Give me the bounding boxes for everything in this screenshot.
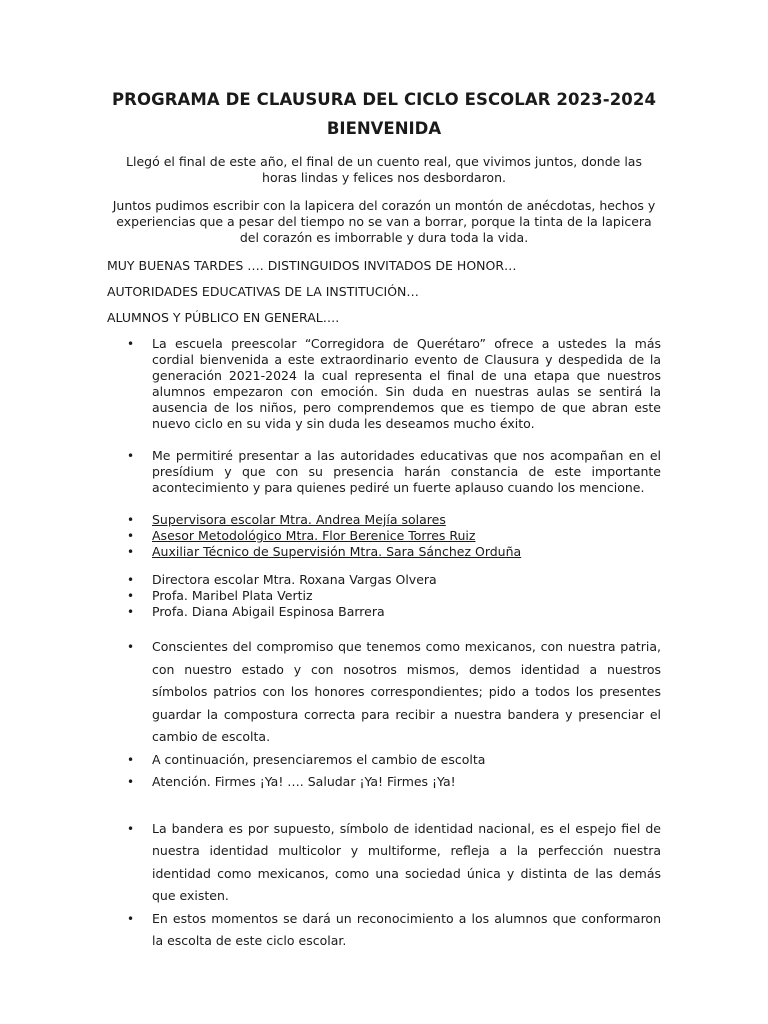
greeting-line: ALUMNOS Y PÚBLICO EN GENERAL….: [107, 310, 340, 325]
list-item: • Profa. Diana Abigail Espinosa Barrera: [107, 604, 661, 620]
staff-list: [107, 572, 661, 620]
list-item: [107, 528, 661, 544]
list-item: • Me permitiré presentar a las autoridades educativas que nos acompañan en el presídium y que con su presencia harán constancia de este importante acontecimiento y para quienes pediré un fuerte aplauso cuando los mencione.: [107, 448, 661, 496]
greeting-line: AUTORIDADES EDUCATIVAS DE LA INSTITUCIÓN…: [107, 284, 419, 299]
authority-name: Supervisora escolar Mtra. Andrea Mejía solares: [152, 512, 446, 527]
authority-name: Auxiliar Técnico de Supervisión Mtra. Sara Sánchez Orduña: [152, 544, 522, 559]
list-item: • A continuación, presenciaremos el cambio de escolta: [107, 749, 661, 772]
list-item: [107, 544, 661, 560]
authorities-list: [107, 512, 661, 560]
list-item: • Directora escolar Mtra. Roxana Vargas Olvera: [107, 572, 661, 588]
greeting-line: MUY BUENAS TARDES …. DISTINGUIDOS INVITADOS DE HONOR…: [107, 258, 517, 273]
authority-name: Asesor Metodológico Mtra. Flor Berenice Torres Ruiz: [152, 528, 476, 543]
flag-bullet-list: [107, 818, 661, 953]
list-item: • La escuela preescolar “Corregidora de Querétaro” ofrece a ustedes la más cordial bienvenida a este extraordinario evento de Clausura y despedida de la generación 2021-2024 la cual representa el final de una etapa que nuestros alumnos empezaron con emoción. Sin duda en nuestras aulas se sentirá la ausencia de los niños, pero comprendemos que es tiempo de que abran este nuevo ciclo en su vida y sin duda les deseamos mucho éxito.: [107, 336, 661, 432]
list-item: [107, 512, 661, 528]
intro-paragraph: Llegó el final de este año, el final de un cuento real, que vivimos juntos, donde las horas lindas y felices nos desbordaron.: [126, 154, 642, 185]
list-item: • Conscientes del compromiso que tenemos como mexicanos, con nuestra patria, con nuestro estado y con nosotros mismos, demos identidad a nuestros símbolos patrios con los honores correspondientes; pido a todos los presentes guardar la compostura correcta para recibir a nuestra bandera y presenciar el cambio de escolta.: [107, 636, 661, 749]
welcome-bullet-list: [107, 336, 661, 496]
list-item: • En estos momentos se dará un reconocimiento a los alumnos que conformaron la escolta de este ciclo escolar.: [107, 908, 661, 953]
section-heading-bienvenida: BIENVENIDA: [326, 119, 442, 138]
list-item: • Atención. Firmes ¡Ya! …. Saludar ¡Ya! Firmes ¡Ya!: [107, 771, 661, 794]
intro-paragraph: Juntos pudimos escribir con la lapicera del corazón un montón de anécdotas, hechos y experiencias que a pesar del tiempo no se van a borrar, porque la tinta de la lapicera del corazón es imborrable y dura toda la vida.: [112, 198, 656, 245]
document-title: PROGRAMA DE CLAUSURA DEL CICLO ESCOLAR 2023-2024: [111, 90, 657, 109]
list-item: • La bandera es por supuesto, símbolo de identidad nacional, es el espejo fiel de nuestra identidad multicolor y multiforme, refleja a la perfección nuestra identidad como mexicanos, como una sociedad única y distinta de las demás que existen.: [107, 818, 661, 908]
honors-bullet-list: [107, 636, 661, 794]
list-item: • Profa. Maribel Plata Vertiz: [107, 588, 661, 604]
